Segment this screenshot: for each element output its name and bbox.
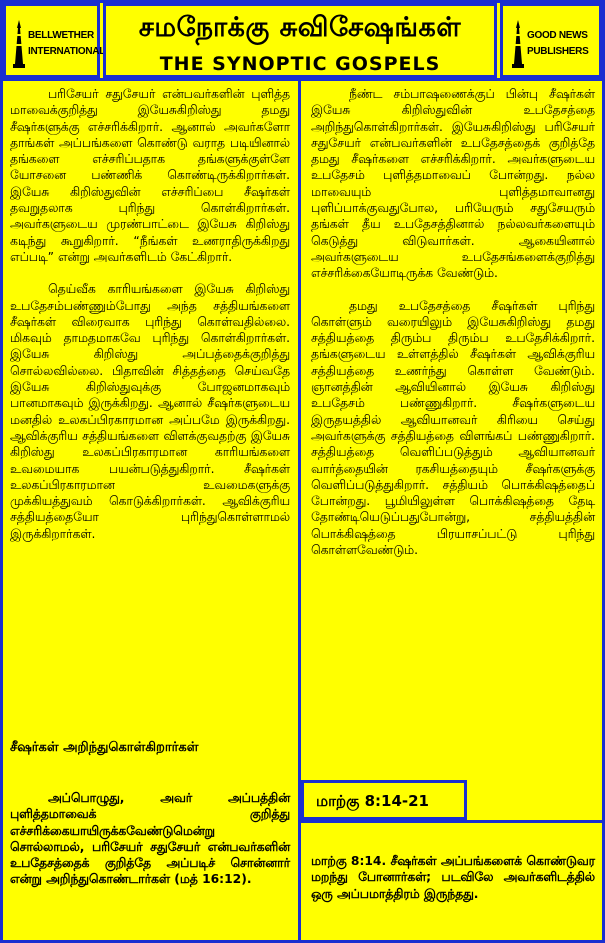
logo-left-line2: INTERNATIONAL bbox=[28, 46, 106, 57]
section-heading: சீஷர்கள் அறிந்துகொள்கிறார்கள் bbox=[10, 740, 199, 755]
bellwether-logo bbox=[3, 3, 106, 78]
good-news-logo bbox=[500, 3, 602, 78]
right-paragraph-1: நீண்ட சம்பாஷணைக்குப் பின்பு சீஷர்கள் இயேசு கிறிஸ்துவின் உபதேசத்தை அறிந்துகொள்கிறார்கள். இயேசுகிறிஸ்து பரிசேயர் சதுசேயர் என்பவர்களின் உபதேசத்தைக் குறித்தே தமது சீஷர்களை எச்சரிக்கிறார். அவர்களுடைய உபதேசம் புளித்தமாவைப் போன்றது. நல்ல மாவையும் புளித்தமாவானது புளிப்பாக்குவதுபோல, பரியேரும் சதுசேயரும் தங்கள் தீய உபதேசத்தினால் நல்லவர்களையும் கெடுத்து விடுவார்கள். ஆகையினால் அவர்களுடைய உபதேசங்களைக்குறித்து எச்சரிக்கையோடிருக்க வேண்டும். bbox=[311, 87, 595, 281]
page-title-tamil: சமநோக்கு சுவிசேஷங்கள் bbox=[138, 12, 462, 43]
logo-right-line2: PUBLISHERS bbox=[527, 46, 589, 57]
left-paragraph-1: பரிசேயர் சதுசேயர் என்பவர்களின் புளித்த மாவைக்குறித்து இயேசுகிறிஸ்து தமது சீஷர்களுக்கு எச்சரிக்கிறார். ஆனால் அவர்களோ தாங்கள் அப்பங்களை கொண்டு வராத படியினால் தங்களை எச்சரிப்பதாக தங்களுக்குள்ளே யோசனை பண்ணிக் கொண்டிருக்கிறார்கள். இயேசு கிறிஸ்துவின் எச்சரிப்பை சீஷர்கள் தவறுதலாக புரிந்து கொள்கிறார்கள். அவர்களுடைய முரண்பாட்டை இயேசு கிறிஸ்து கடிந்து கூறுகிறார். “நீங்கள் உணராதிருக்கிறது எப்படி” என்று அவர்களிடம் கேட்கிறார். bbox=[10, 87, 290, 264]
logo-left-line1: BELLWETHER bbox=[28, 30, 94, 41]
scripture-reference: மாற்கு 8:14-21 bbox=[316, 792, 429, 810]
right-scripture-block bbox=[311, 853, 595, 902]
right-column bbox=[311, 86, 595, 558]
title-box bbox=[103, 3, 497, 78]
left-column bbox=[10, 86, 290, 542]
right-paragraph-3: மாற்கு 8:14. சீஷர்கள் அப்பங்களைக் கொண்டுவர மறந்து போனார்கள்; படவிலே அவர்களிடத்தில் ஒரு அப்பமாத்திரம் இருந்தது. bbox=[311, 854, 595, 901]
header bbox=[0, 0, 605, 81]
right-paragraph-2: தமது உபதேசத்தை சீஷர்கள் புரிந்து கொள்ளும் வரையிலும் இயேசுகிறிஸ்து தமது சத்தியத்தை திரும்ப திரும்ப உபதேசிக்கிறார். தங்களுடைய உள்ளத்தில் சீஷர்கள் ஆவிக்குரிய சத்தியத்தை உணர்ந்து கொள்ள வேண்டும். ஞானத்தின் ஆவியினால் இயேசு கிறிஸ்து உபதேசம் பண்ணுகிறார். சீஷர்களுடைய இருதயத்தில் ஆவியானவர் கிரியை செய்து அவர்களுக்கு சத்தியத்தை விளங்கப் பண்ணுகிறார். சத்தியத்தை வெளிப்படுத்தும் ஆவியானவர் வார்த்தையின் ரகசியத்தையும் சீஷர்களுக்கு வெளிப்படுத்துகிறார். சத்தியம் பொக்கிஷத்தைப் போன்றது. பூமியிலுள்ள பொக்கிஷத்தை தேடி தோண்டியெடுப்பதுபோன்று, சத்தியத்தின் பொக்கிஷத்தை பிரயாசப்பட்டு புரிந்து கொள்ளவேண்டும். bbox=[311, 298, 595, 558]
page-title-english: THE SYNOPTIC GOSPELS bbox=[159, 53, 441, 75]
left-paragraph-3: அப்பொழுது, அவர் அப்பத்தின் புளித்தமாவைக் குறித்து எச்சரிக்கையாயிருக்கவேண்டுமென்று சொல்லாமல், பரிசேயர் சதுசேயர் என்பவர்களின் உபதேசத்தைக் குறித்தே அப்படிச் சொன்னார் என்று அறிந்துகொண்டார்கள் (மத் 16:12). bbox=[10, 791, 290, 887]
left-paragraph-2: தெய்வீக காரியங்களை இயேசு கிறிஸ்து உபதேசம்பண்ணும்போது அந்த சத்தியங்களை சீஷர்கள் விரைவாக புரிந்து கொள்வதில்லை. மிகவும் தாமதமாகவே புரிந்து கொள்கிறார்கள். இயேசு கிறிஸ்து அப்பத்தைக்குறித்து சொல்லவில்லை. பிதாவின் சித்தத்தை செய்வதே இயேசு கிறிஸ்துவுக்கு போஜனமாகவும் பானமாகவும் இருக்கிறது. ஆனால் சீஷர்களுடைய மனதில் உலகப்பிரகாரமான அப்பமே இருக்கிறது. ஆவிக்குரிய சத்தியங்களை விளக்குவதற்கு இயேசு கிறிஸ்து உலகப்பிரகாரமான காரியங்களை உவமையாக பயன்படுத்துகிறார். சீஷர்கள் உலகப்பிரகாரமான உவமைகளுக்கு முக்கியத்துவம் கொடுக்கிறார்கள். ஆவிக்குரிய சத்தியத்தையோ புரிந்துகொள்ளாமல் இருக்கிறார்கள். bbox=[10, 282, 290, 541]
logo-right-line1: GOOD NEWS bbox=[527, 30, 588, 41]
scripture-reference-box bbox=[301, 780, 467, 820]
tower-icon bbox=[12, 20, 26, 68]
reference-divider bbox=[301, 820, 605, 823]
header-divider bbox=[0, 78, 605, 81]
left-scripture-block bbox=[10, 790, 290, 888]
tower-icon bbox=[511, 20, 525, 68]
